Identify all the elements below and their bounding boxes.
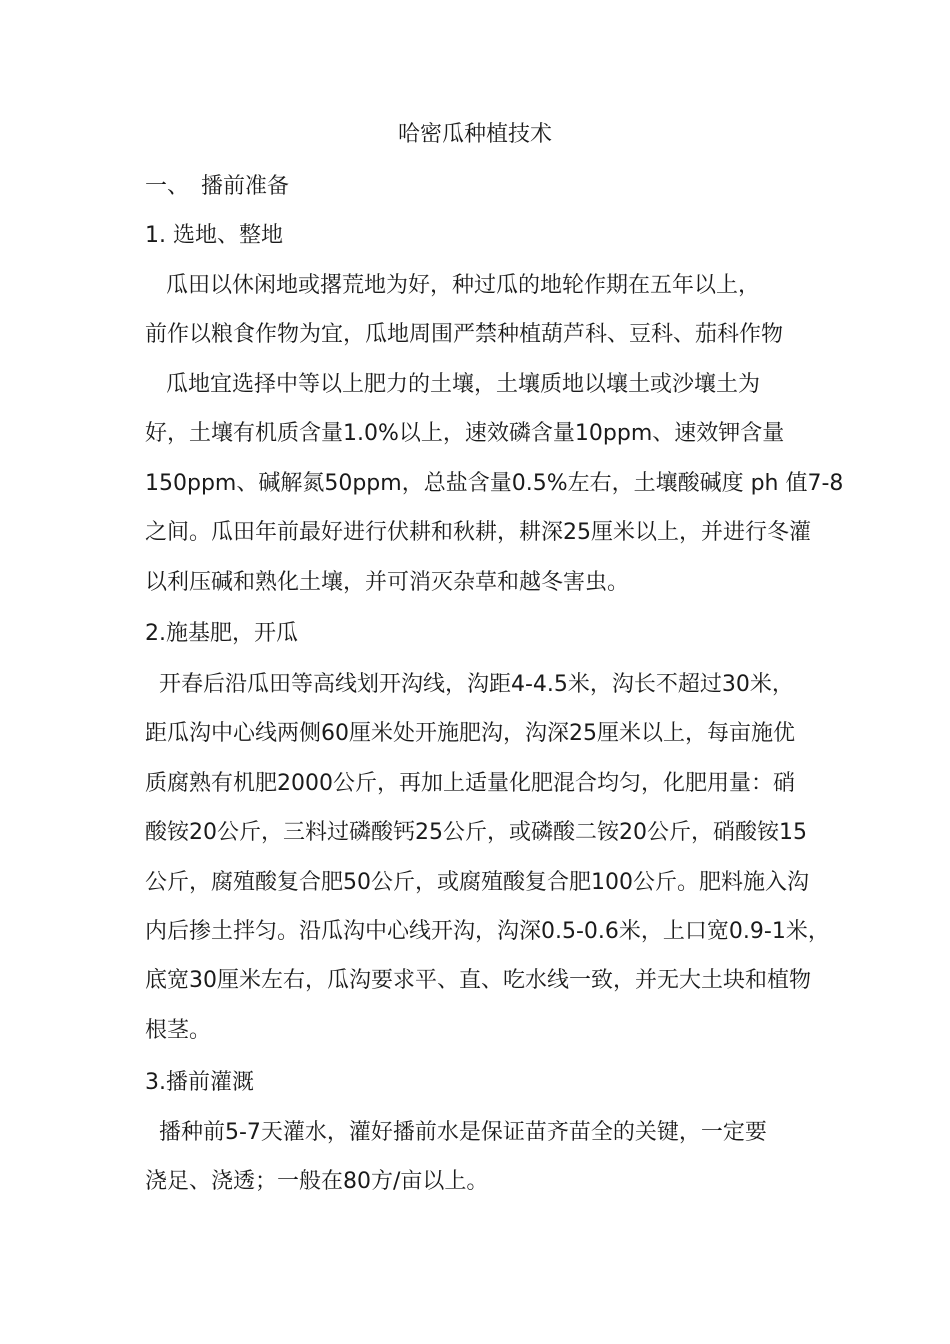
subsection-heading-1: 1. 选地、整地 [145,223,283,248]
paragraph-line: 播种前5-7天灌水，灌好播前水是保证苗齐苗全的关键，一定要 [145,1120,767,1145]
paragraph-soil [145,360,844,607]
section-number: 一、 [145,174,190,199]
paragraph-line: 瓜田以休闲地或撂荒地为好，种过瓜的地轮作期在五年以上， [145,273,760,298]
paragraph-line: 距瓜沟中心线两侧60厘米处开施肥沟，沟深25厘米以上，每亩施优 [145,721,795,747]
paragraph-line: 公斤，腐殖酸复合肥50公斤，或腐殖酸复合肥100公斤。肥料施入沟 [145,869,809,895]
subsection-heading-2: 2.施基肥，开瓜 [145,621,298,646]
paragraph-line: 以利压碱和熟化土壤，并可消灭杂草和越冬害虫。 [145,569,630,595]
paragraph-line: 质腐熟有机肥2000公斤，再加上适量化肥混合均匀，化肥用量：硝 [145,770,795,796]
subsection-heading-3: 3.播前灌溉 [145,1070,254,1095]
paragraph-line: 开春后沿瓜田等高线划开沟线，沟距4-4.5米，沟长不超过30米， [145,672,794,697]
paragraph-site-selection [145,261,813,360]
paragraph-line: 之间。瓜田年前最好进行伏耕和秋耕，耕深25厘米以上，并进行冬灌 [145,520,811,546]
paragraph-line: 底宽30厘米左右，瓜沟要求平、直、吃水线一致，并无大土块和植物 [145,968,811,994]
paragraph-line: 根茎。 [145,1017,212,1043]
paragraph-line: 内后掺土拌匀。沿瓜沟中心线开沟，沟深0.5-0.6米，上口宽0.9-1米， [145,919,830,945]
paragraph-irrigation [145,1108,813,1207]
section-heading-1 [145,170,289,204]
paragraph-fertilizer [145,660,830,1055]
paragraph-line: 酸铵20公斤，三料过磷酸钙25公斤，或磷酸二铵20公斤，硝酸铵15 [145,820,807,846]
paragraph-line: 瓜地宜选择中等以上肥力的土壤，土壤质地以壤土或沙壤土为 [145,372,760,397]
paragraph-line: 150ppm、碱解氮50ppm，总盐含量0.5%左右，土壤酸碱度 ph 值7-8 [145,470,844,496]
paragraph-line: 前作以粮食作物为宜，瓜地周围严禁种植葫芦科、豆科、茄科作物 [145,322,784,348]
paragraph-line: 好，土壤有机质含量1.0%以上，速效磷含量10ppm、速效钾含量 [145,421,785,447]
paragraph-line: 浇足、浇透；一般在80方/亩以上。 [145,1169,489,1195]
section-heading-text: 播前准备 [201,174,290,199]
document-title: 哈密瓜种植技术 [397,122,552,147]
